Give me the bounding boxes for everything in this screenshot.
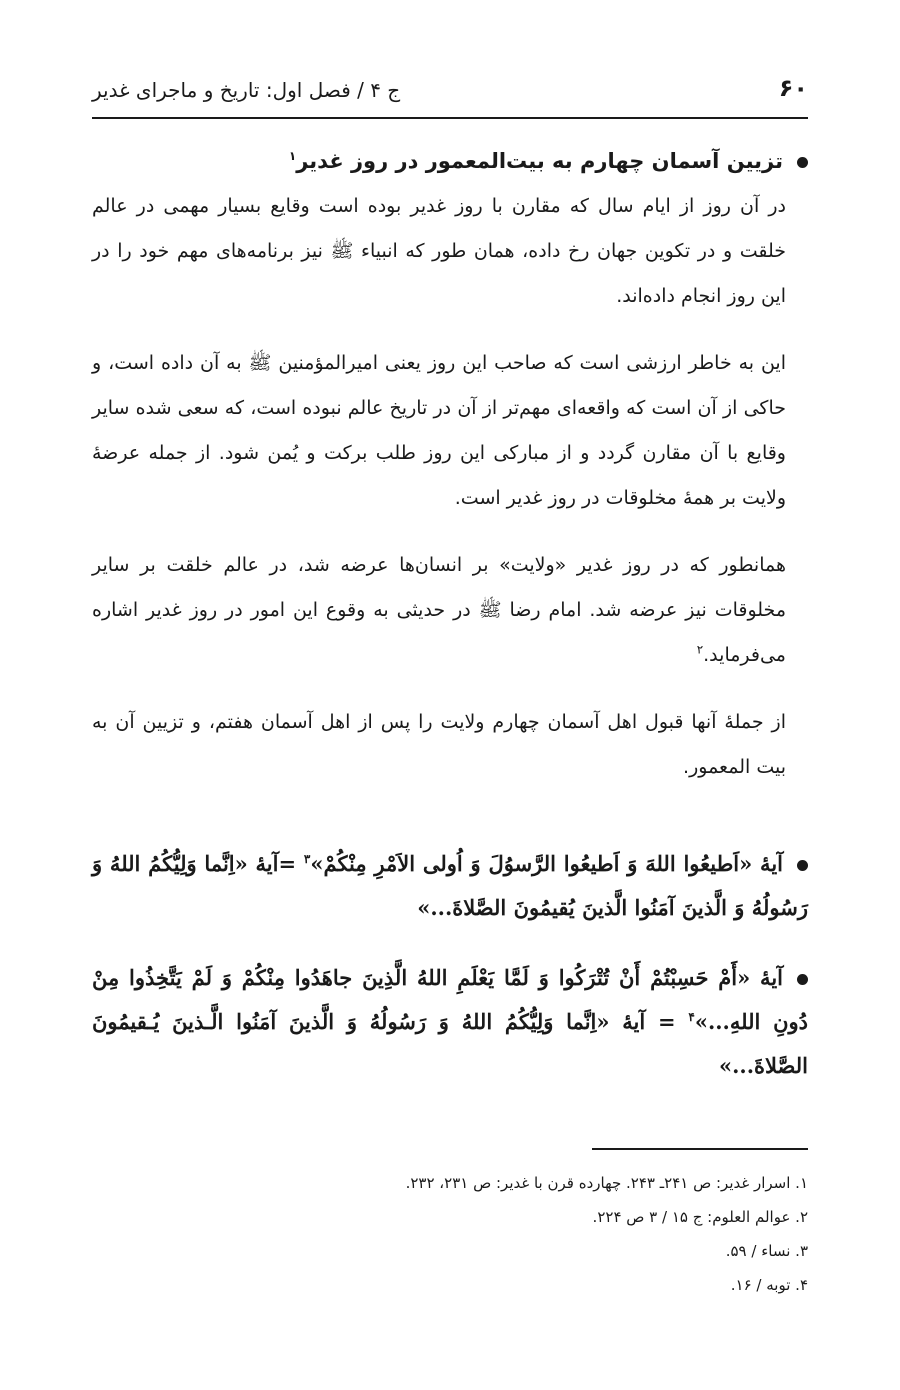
verse-item xyxy=(92,842,808,930)
spacer xyxy=(92,930,808,956)
running-title: ج ۴ / فصل اول: تاریخ و ماجرای غدیر xyxy=(92,78,401,102)
bullet-icon xyxy=(797,157,808,168)
footnote: ۴. توبه / ۱۶. xyxy=(730,1276,808,1294)
bullet-icon xyxy=(797,860,808,871)
footnote-rule xyxy=(592,1148,808,1150)
bullet-icon xyxy=(797,974,808,985)
spacer xyxy=(92,812,808,842)
footnote: ۲. عوالم العلوم: ج ۱۵ / ۳ ص ۲۲۴. xyxy=(592,1208,808,1226)
paragraph xyxy=(92,543,808,678)
header-rule xyxy=(92,117,808,119)
footnote-ref: ۲ xyxy=(696,642,704,657)
heading-text: تزیین آسمان چهارم به بیت‌المعمور در روز غدیر xyxy=(296,149,783,173)
page-header xyxy=(92,72,808,116)
paragraph-text: همانطور که در روز غدیر «ولایت» بر انسان‌ها عرضه شد، در عالم خلقت بر سایر مخلوقات نیز عرضه شد. امام رضا ﷺ در حدیثی به وقوع این امور در روز غدیر اشاره می‌فرماید. xyxy=(92,554,786,666)
paragraph: از جملهٔ آنها قبول اهل آسمان چهارم ولایت را پس از اهل آسمان هفتم، و تزیین آن به بیت المعمور. xyxy=(92,711,786,778)
paragraph: در آن روز از ایام سال که مقارن با روز غدیر بوده است وقایع بسیار مهمی در عالم خلقت و در تکوین جهان رخ داده، همان طور که انبیاء ﷺ نیز برنامه‌های مهم خود را در این روز انجام داده‌اند. xyxy=(92,195,786,307)
section-heading xyxy=(92,138,808,184)
footnote: ۳. نساء / ۵۹. xyxy=(725,1242,808,1260)
footnote-ref: ۳ xyxy=(303,852,311,866)
paragraph: این به خاطر ارزشی است که صاحب این روز یعنی امیرالمؤمنین ﷺ به آن داده است، و حاکی از آن است که واقعه‌ای مهم‌تر از آن در تاریخ عالم نبوده است، که سعی شده سایر وقایع با آن مقارن گردد و از مبارکی این روز طلب برکت و یُمن شود. از جمله عرضهٔ ولایت بر همهٔ مخلوقات در روز غدیر است. xyxy=(92,352,786,509)
verse-text: آیهٔ «اَطیعُوا اللهَ وَ اَطیعُوا الرَّسوُلَ وَ اُولی الاَمْرِ مِنْکُمْ» xyxy=(310,851,783,876)
footnote-ref: ۱ xyxy=(288,149,297,163)
verse-item xyxy=(92,956,808,1088)
verse-text: آیهٔ «أَمْ حَسِبْتُمْ أَنْ تُتْرَکُوا وَ لَمَّا یَعْلَمِ اللهُ الَّذِینَ جاهَدُوا مِنْکُمْ وَ لَمْ یَتَّخِذُوا مِنْ دُونِ اللهِ...» xyxy=(92,965,809,1034)
footnote: ۱. اسرار غدیر: ص ۲۴۱ـ ۲۴۳. چهارده قرن با غدیر: ص ۲۳۱، ۲۳۲. xyxy=(405,1174,808,1192)
page-number: ۶۰ xyxy=(778,74,808,102)
page-content xyxy=(92,138,808,1088)
footnote-ref: ۴ xyxy=(688,1010,695,1024)
verse-text: = آیهٔ «اِنَّما وَلِیُّکُمُ اللهُ وَ رَسُولُهُ وَ الَّذینَ آمَنُوا الَّـذینَ یُـقیمُونَ الصَّلاةَ...» xyxy=(92,1009,808,1078)
verse-text: =آیهٔ «اِنَّما وَلِیُّکُمُ اللهُ وَ رَسُولُهُ وَ الَّذینَ آمَنُوا الَّذینَ یُقیمُونَ الصَّلاةَ...» xyxy=(92,851,808,920)
footnotes xyxy=(92,1166,808,1302)
